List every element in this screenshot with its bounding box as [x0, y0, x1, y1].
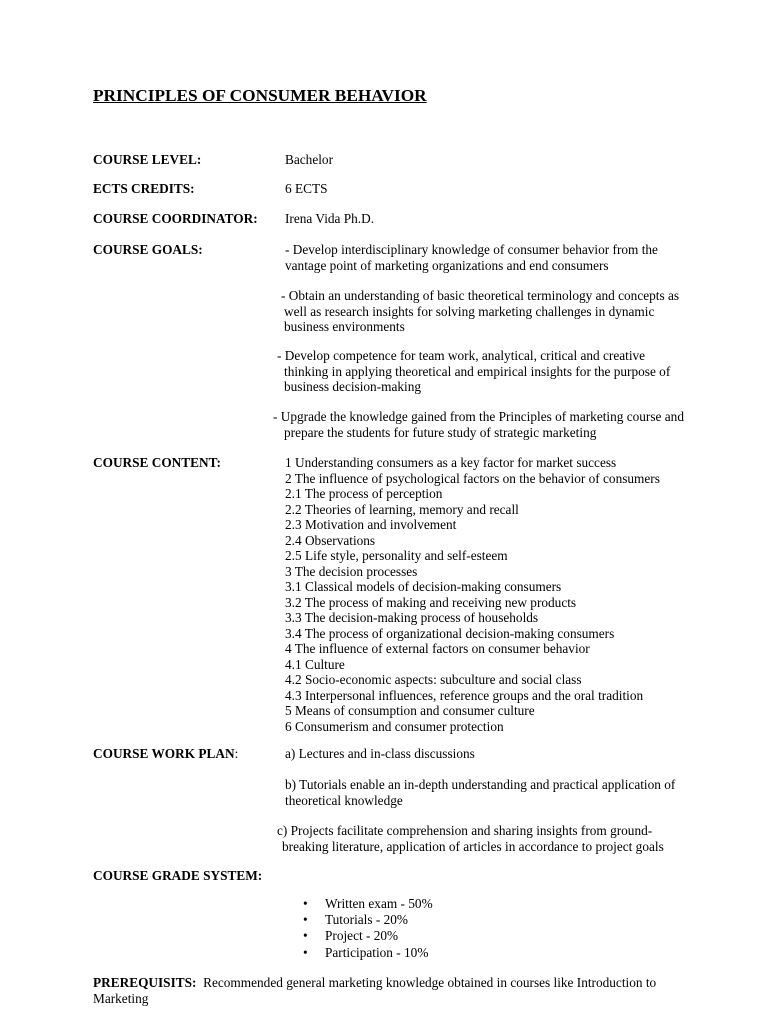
course-goal-line: business decision-making	[284, 379, 422, 394]
course-content-list	[285, 455, 660, 734]
grade-item-text: Project - 20%	[325, 928, 399, 944]
course-content-item: 4.1 Culture	[285, 656, 345, 672]
prerequisits-text: Recommended general marketing knowledge obtained in courses like Introduction to	[203, 975, 657, 990]
course-content-item: 3.1 Classical models of decision-making consumers	[285, 579, 562, 594]
course-content-item: 3.4 The process of organizational decision-making consumers	[285, 625, 615, 641]
course-content-item: 3.3 The decision-making process of households	[285, 610, 539, 625]
grade-item	[303, 945, 433, 961]
course-grade-system-label: COURSE GRADE SYSTEM:	[93, 868, 263, 883]
course-goal	[281, 288, 679, 335]
prerequisits-line	[93, 975, 656, 991]
work-plan-line: a) Lectures and in-class discussions	[285, 746, 475, 761]
grade-item	[303, 928, 433, 944]
page-title: PRINCIPLES OF CONSUMER BEHAVIOR	[93, 86, 427, 105]
course-content-item: 2.5 Life style, personality and self-esteem	[285, 548, 508, 563]
work-plan-item	[285, 777, 675, 808]
course-goal	[273, 409, 684, 440]
course-content-item: 2.4 Observations	[285, 532, 376, 548]
course-goal-line: - Obtain an understanding of basic theoretical terminology and concepts as	[281, 288, 680, 303]
course-goal-line: - Develop interdisciplinary knowledge of consumer behavior from the	[285, 242, 658, 257]
course-content-item: 3.2 The process of making and receiving new products	[285, 594, 577, 610]
prerequisits-label: PREREQUISITS:	[93, 975, 197, 990]
course-goal-line: thinking in applying theoretical and empirical insights for the purpose of	[284, 363, 671, 379]
grade-item	[303, 912, 433, 928]
course-content-item: 6 Consumerism and consumer protection	[285, 718, 504, 734]
prerequisits	[93, 975, 656, 1006]
course-goal-line: - Develop competence for team work, analytical, critical and creative	[277, 348, 646, 363]
bullet-icon: •	[303, 912, 308, 928]
course-goal-line: well as research insights for solving marketing challenges in dynamic	[284, 303, 655, 319]
course-work-plan-label	[93, 746, 238, 762]
course-goal-line: - Upgrade the knowledge gained from the Principles of marketing course and	[273, 409, 684, 424]
ects-credits-value: 6 ECTS	[285, 181, 328, 196]
work-plan-item	[277, 823, 664, 854]
course-content-label: COURSE CONTENT:	[93, 455, 221, 470]
course-work-plan-colon: :	[234, 746, 239, 761]
work-plan-item	[285, 746, 475, 762]
course-content-item: 2.2 Theories of learning, memory and recall	[285, 501, 519, 517]
work-plan-line: b) Tutorials enable an in-depth understanding and practical application of	[285, 777, 676, 792]
grade-item-text: Participation - 10%	[325, 944, 429, 960]
grade-list	[303, 896, 433, 961]
course-goal	[277, 348, 670, 395]
grade-item-text: Written exam - 50%	[325, 896, 433, 911]
course-goal-line: business environments	[284, 319, 405, 334]
course-goal	[285, 242, 658, 273]
work-plan-line: theoretical knowledge	[285, 792, 403, 808]
bullet-icon: •	[303, 928, 308, 944]
course-level-label: COURSE LEVEL:	[93, 152, 202, 167]
course-content-item: 2.1 The process of perception	[285, 486, 443, 501]
course-coordinator-label: COURSE COORDINATOR:	[93, 211, 258, 226]
course-level-value: Bachelor	[285, 152, 333, 167]
course-content-item: 1 Understanding consumers as a key factor for market success	[285, 455, 617, 470]
course-content-item: 4.3 Interpersonal influences, reference groups and the oral tradition	[285, 687, 644, 703]
course-content-item: 5 Means of consumption and consumer culture	[285, 703, 535, 718]
course-goals-label: COURSE GOALS:	[93, 242, 203, 257]
course-work-plan-label-text: COURSE WORK PLAN	[93, 746, 235, 761]
course-content-item: 4 The influence of external factors on consumer behavior	[285, 641, 590, 656]
course-content-item: 2 The influence of psychological factors on the behavior of consumers	[285, 470, 660, 486]
grade-item-text: Tutorials - 20%	[325, 912, 408, 928]
course-coordinator-value: Irena Vida Ph.D.	[285, 211, 375, 226]
course-content-item: 2.3 Motivation and involvement	[285, 517, 457, 532]
prerequisits-line: Marketing	[93, 990, 149, 1006]
bullet-icon: •	[303, 896, 308, 911]
course-goal-line: vantage point of marketing organizations and end consumers	[285, 257, 609, 273]
course-content-item: 4.2 Socio-economic aspects: subculture and social class	[285, 672, 582, 687]
work-plan-line: c) Projects facilitate comprehension and sharing insights from ground-	[277, 823, 653, 838]
course-goal-line: prepare the students for future study of strategic marketing	[284, 424, 597, 440]
ects-credits-label: ECTS CREDITS:	[93, 181, 195, 196]
grade-item	[303, 896, 433, 912]
work-plan-line: breaking literature, application of articles in accordance to project goals	[282, 838, 664, 854]
bullet-icon: •	[303, 944, 308, 960]
course-content-item: 3 The decision processes	[285, 563, 418, 579]
